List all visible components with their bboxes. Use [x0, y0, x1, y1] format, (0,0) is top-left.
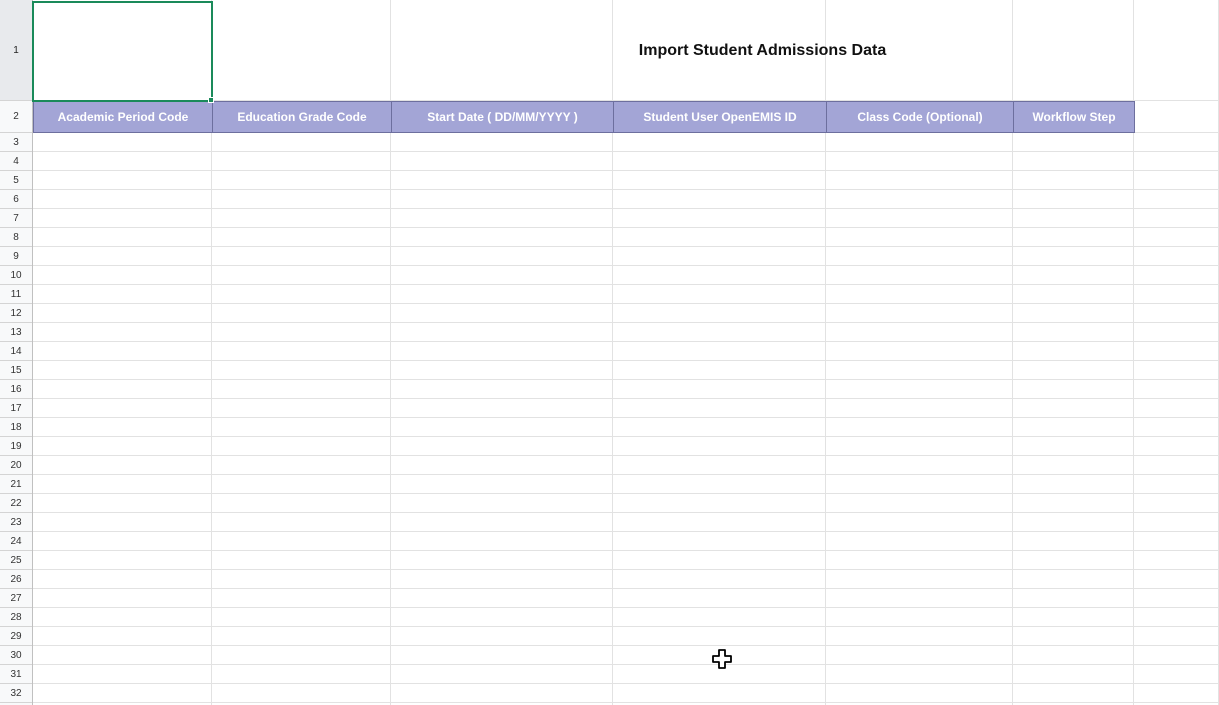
grid-cell[interactable] [391, 494, 613, 513]
column-header-cell[interactable]: Student User OpenEMIS ID [613, 101, 827, 133]
grid-cell[interactable] [212, 323, 391, 342]
grid-cell[interactable] [1013, 456, 1134, 475]
grid-cell[interactable] [212, 342, 391, 361]
row-header[interactable]: 17 [0, 399, 32, 418]
row-header[interactable]: 25 [0, 551, 32, 570]
grid-cell[interactable] [613, 570, 826, 589]
grid-cell[interactable] [613, 266, 826, 285]
grid-cell[interactable] [33, 133, 212, 152]
grid-cell[interactable] [1013, 247, 1134, 266]
grid-cell[interactable] [826, 399, 1013, 418]
grid-cell[interactable] [1134, 494, 1219, 513]
grid-cell[interactable] [33, 551, 212, 570]
grid-cell[interactable] [1013, 532, 1134, 551]
grid-cell[interactable] [391, 532, 613, 551]
grid-cell[interactable] [1013, 171, 1134, 190]
grid-cell[interactable] [33, 608, 212, 627]
grid-cell[interactable] [1013, 266, 1134, 285]
grid-cell[interactable] [33, 209, 212, 228]
grid-cell[interactable] [1134, 342, 1219, 361]
grid-cell[interactable] [1134, 589, 1219, 608]
grid-cell[interactable] [613, 475, 826, 494]
grid-cell[interactable] [613, 171, 826, 190]
grid-cell[interactable] [826, 646, 1013, 665]
grid-cell[interactable] [1134, 684, 1219, 703]
grid-cell[interactable] [212, 684, 391, 703]
grid-cell[interactable] [613, 684, 826, 703]
grid-cell[interactable] [391, 456, 613, 475]
grid-cell[interactable] [1013, 209, 1134, 228]
row-header[interactable]: 30 [0, 646, 32, 665]
grid-cell[interactable] [613, 532, 826, 551]
grid-cell[interactable] [1013, 665, 1134, 684]
grid-cell[interactable] [1013, 684, 1134, 703]
grid-cell[interactable] [826, 247, 1013, 266]
column-header-cell[interactable]: Workflow Step [1013, 101, 1135, 133]
crosshair-plus-icon [711, 648, 733, 670]
grid-cell[interactable] [212, 608, 391, 627]
grid-cell[interactable] [33, 247, 212, 266]
grid-cell[interactable] [212, 133, 391, 152]
grid-cell[interactable] [1134, 171, 1219, 190]
grid-cell[interactable] [1134, 152, 1219, 171]
grid-cell[interactable] [33, 285, 212, 304]
grid-cell[interactable] [33, 589, 212, 608]
grid-cell[interactable] [826, 228, 1013, 247]
grid-cell[interactable] [212, 532, 391, 551]
grid-cell[interactable] [33, 304, 212, 323]
grid-cell[interactable] [1013, 228, 1134, 247]
row-header[interactable]: 11 [0, 285, 32, 304]
grid-cell[interactable] [1013, 380, 1134, 399]
grid-cell[interactable] [212, 190, 391, 209]
grid-cell[interactable] [33, 646, 212, 665]
row-header[interactable]: 22 [0, 494, 32, 513]
grid-cell[interactable] [391, 285, 613, 304]
grid-cell[interactable] [391, 190, 613, 209]
grid-cell[interactable] [391, 475, 613, 494]
grid-cell[interactable] [33, 380, 212, 399]
grid-cell[interactable] [826, 551, 1013, 570]
grid-cell[interactable] [613, 323, 826, 342]
column-header-cell[interactable]: Start Date ( DD/MM/YYYY ) [391, 101, 614, 133]
row-header[interactable]: 13 [0, 323, 32, 342]
grid-cell[interactable] [1134, 418, 1219, 437]
grid-cell[interactable] [1134, 437, 1219, 456]
grid-cell[interactable] [1134, 380, 1219, 399]
grid-cell[interactable] [391, 209, 613, 228]
row-header[interactable]: 24 [0, 532, 32, 551]
grid-cell[interactable] [1013, 361, 1134, 380]
row-header[interactable]: 7 [0, 209, 32, 228]
grid-cell[interactable] [212, 399, 391, 418]
grid-cell[interactable] [212, 475, 391, 494]
grid-cell[interactable] [391, 646, 613, 665]
grid-cell[interactable] [613, 342, 826, 361]
row-header[interactable]: 23 [0, 513, 32, 532]
grid-cell[interactable] [613, 361, 826, 380]
grid-cell[interactable] [1013, 342, 1134, 361]
grid-cell[interactable] [33, 399, 212, 418]
selected-cell-a1[interactable] [32, 1, 213, 102]
grid-cell[interactable] [1013, 133, 1134, 152]
grid-cell[interactable] [212, 304, 391, 323]
grid-cell[interactable] [391, 627, 613, 646]
grid-cell[interactable] [1134, 285, 1219, 304]
grid-cell[interactable] [1134, 323, 1219, 342]
grid-cell[interactable] [1134, 209, 1219, 228]
grid-cell[interactable] [1013, 304, 1134, 323]
grid-cell[interactable] [391, 361, 613, 380]
grid-cell[interactable] [212, 437, 391, 456]
grid-cell[interactable] [613, 494, 826, 513]
grid-cell[interactable] [1134, 361, 1219, 380]
grid-cell[interactable] [212, 0, 391, 101]
grid-cell[interactable] [33, 171, 212, 190]
grid-cell[interactable] [1013, 627, 1134, 646]
grid-cell[interactable] [212, 361, 391, 380]
grid-cell[interactable] [826, 209, 1013, 228]
row-header[interactable]: 16 [0, 380, 32, 399]
column-header-cell[interactable]: Class Code (Optional) [826, 101, 1014, 133]
grid-cell[interactable] [33, 228, 212, 247]
grid-cell[interactable] [1134, 304, 1219, 323]
column-header-cell[interactable]: Academic Period Code [33, 101, 213, 133]
grid-cell[interactable] [391, 684, 613, 703]
grid-cell[interactable] [391, 589, 613, 608]
row-header[interactable]: 14 [0, 342, 32, 361]
row-header[interactable]: 5 [0, 171, 32, 190]
grid-cell[interactable] [1013, 646, 1134, 665]
grid-cell[interactable] [391, 228, 613, 247]
grid-cell[interactable] [212, 589, 391, 608]
grid-cell[interactable] [1134, 190, 1219, 209]
grid-cell[interactable] [1134, 0, 1219, 101]
grid-cell[interactable] [613, 589, 826, 608]
grid-cell[interactable] [826, 589, 1013, 608]
grid-cell[interactable] [1013, 513, 1134, 532]
grid-cell[interactable] [1013, 190, 1134, 209]
grid-cell[interactable] [391, 665, 613, 684]
grid-cell[interactable] [212, 494, 391, 513]
grid-cell[interactable] [826, 475, 1013, 494]
row-header[interactable]: 9 [0, 247, 32, 266]
grid-cell[interactable] [212, 551, 391, 570]
row-header[interactable]: 15 [0, 361, 32, 380]
grid-cell[interactable] [1134, 247, 1219, 266]
grid-cell[interactable] [391, 152, 613, 171]
grid-cell[interactable] [613, 190, 826, 209]
row-header[interactable]: 20 [0, 456, 32, 475]
row-header[interactable]: 21 [0, 475, 32, 494]
grid-cell[interactable] [613, 627, 826, 646]
grid-cell[interactable] [391, 570, 613, 589]
grid-cell[interactable] [613, 437, 826, 456]
grid-cell[interactable] [613, 399, 826, 418]
grid-cell[interactable] [33, 361, 212, 380]
grid-cell[interactable] [212, 247, 391, 266]
grid-cell[interactable] [391, 171, 613, 190]
grid-cell[interactable] [212, 665, 391, 684]
grid-cell[interactable] [33, 475, 212, 494]
grid-cell[interactable] [1013, 475, 1134, 494]
grid-cell[interactable] [212, 152, 391, 171]
grid-cell[interactable] [826, 570, 1013, 589]
grid-cell[interactable] [212, 646, 391, 665]
grid-cell[interactable] [1134, 101, 1219, 133]
grid-cell[interactable] [33, 266, 212, 285]
grid-cell[interactable] [1134, 551, 1219, 570]
grid-cell[interactable] [33, 152, 212, 171]
grid-cell[interactable] [212, 266, 391, 285]
grid-cell[interactable] [391, 266, 613, 285]
grid-cell[interactable] [33, 665, 212, 684]
grid-cell[interactable] [1013, 437, 1134, 456]
grid-cell[interactable] [826, 171, 1013, 190]
grid-cell[interactable] [1134, 608, 1219, 627]
grid-cell[interactable] [391, 133, 613, 152]
grid-cell[interactable] [33, 323, 212, 342]
grid-cell[interactable] [1134, 665, 1219, 684]
row-header[interactable]: 6 [0, 190, 32, 209]
grid-cell[interactable] [33, 570, 212, 589]
grid-cell[interactable] [1134, 513, 1219, 532]
row-header[interactable]: 2 [0, 101, 32, 133]
grid-cell[interactable] [391, 418, 613, 437]
grid-cell[interactable] [1134, 646, 1219, 665]
row-header[interactable]: 27 [0, 589, 32, 608]
grid-cell[interactable] [1013, 323, 1134, 342]
grid-cell[interactable] [826, 608, 1013, 627]
grid-cell[interactable] [212, 171, 391, 190]
grid-cell[interactable] [826, 456, 1013, 475]
row-header[interactable]: 12 [0, 304, 32, 323]
grid-cell[interactable] [391, 247, 613, 266]
grid-cell[interactable] [391, 551, 613, 570]
grid-cell[interactable] [826, 437, 1013, 456]
grid-cell[interactable] [212, 456, 391, 475]
grid-cell[interactable] [826, 627, 1013, 646]
grid-cell[interactable] [391, 399, 613, 418]
grid-cell[interactable] [33, 418, 212, 437]
grid-cell[interactable] [33, 437, 212, 456]
grid-cell[interactable] [391, 323, 613, 342]
grid-cell[interactable] [1134, 456, 1219, 475]
grid-cell[interactable] [613, 418, 826, 437]
row-header[interactable]: 28 [0, 608, 32, 627]
row-header[interactable]: 4 [0, 152, 32, 171]
grid-cell[interactable] [826, 266, 1013, 285]
grid-cell[interactable] [613, 247, 826, 266]
row-header[interactable]: 1 [0, 0, 32, 101]
grid-cell[interactable] [613, 456, 826, 475]
grid-cell[interactable] [212, 570, 391, 589]
grid-cell[interactable] [1013, 551, 1134, 570]
column-header-cell[interactable]: Education Grade Code [212, 101, 392, 133]
grid-cell[interactable] [613, 551, 826, 570]
grid-cell[interactable] [826, 152, 1013, 171]
grid-cell[interactable] [613, 608, 826, 627]
grid-cell[interactable] [33, 456, 212, 475]
row-header[interactable]: 3 [0, 133, 32, 152]
grid-cell[interactable] [33, 684, 212, 703]
grid-cell[interactable] [1134, 627, 1219, 646]
grid-cell[interactable] [1134, 532, 1219, 551]
grid-cell[interactable] [212, 380, 391, 399]
sheet-title: Import Student Admissions Data [638, 41, 887, 59]
row-header[interactable]: 18 [0, 418, 32, 437]
grid-cell[interactable] [1134, 133, 1219, 152]
grid-cell[interactable] [613, 228, 826, 247]
row-header[interactable]: 26 [0, 570, 32, 589]
grid-cell[interactable] [212, 513, 391, 532]
grid-cell[interactable] [1134, 399, 1219, 418]
grid-cell[interactable] [391, 608, 613, 627]
fill-handle[interactable] [208, 97, 214, 103]
grid-cell[interactable] [212, 209, 391, 228]
grid-cell[interactable] [613, 380, 826, 399]
grid-cell[interactable] [212, 285, 391, 304]
grid-cell[interactable] [826, 342, 1013, 361]
grid-cell[interactable] [826, 323, 1013, 342]
grid-cell[interactable] [1134, 570, 1219, 589]
grid-cell[interactable] [826, 190, 1013, 209]
grid-cell[interactable] [1013, 570, 1134, 589]
grid-cell[interactable] [613, 285, 826, 304]
grid-cell[interactable] [33, 494, 212, 513]
grid-cell[interactable] [212, 627, 391, 646]
grid-cell[interactable] [33, 513, 212, 532]
grid-cell[interactable] [391, 380, 613, 399]
grid-cell[interactable] [391, 342, 613, 361]
grid-cell[interactable] [1013, 589, 1134, 608]
grid-cell[interactable] [33, 627, 212, 646]
grid-cell[interactable] [613, 152, 826, 171]
grid-cell[interactable] [1134, 475, 1219, 494]
grid-cell[interactable] [33, 190, 212, 209]
grid-cell[interactable] [826, 684, 1013, 703]
grid-cell[interactable] [826, 380, 1013, 399]
row-header[interactable]: 29 [0, 627, 32, 646]
grid-cell[interactable] [826, 418, 1013, 437]
grid-cell[interactable] [826, 494, 1013, 513]
grid-cell[interactable] [212, 228, 391, 247]
grid-cell[interactable] [212, 418, 391, 437]
grid-cell[interactable] [1013, 152, 1134, 171]
grid-cell[interactable] [1013, 608, 1134, 627]
grid-cell[interactable] [1134, 228, 1219, 247]
grid-cell[interactable] [33, 342, 212, 361]
grid-cell[interactable] [391, 304, 613, 323]
grid-cell[interactable] [1134, 266, 1219, 285]
grid-cell[interactable] [391, 513, 613, 532]
row-header[interactable]: 19 [0, 437, 32, 456]
grid-cell[interactable] [613, 209, 826, 228]
row-header[interactable]: 8 [0, 228, 32, 247]
grid-cell[interactable] [1013, 399, 1134, 418]
grid-cell[interactable] [826, 133, 1013, 152]
grid-cell[interactable] [613, 304, 826, 323]
grid-cell[interactable] [826, 285, 1013, 304]
grid-cell[interactable] [1013, 418, 1134, 437]
grid-cell[interactable] [613, 513, 826, 532]
grid-cell[interactable] [613, 133, 826, 152]
row-header[interactable]: 10 [0, 266, 32, 285]
row-header[interactable]: 32 [0, 684, 32, 703]
grid-cell[interactable] [1013, 494, 1134, 513]
grid-cell[interactable] [826, 532, 1013, 551]
grid-cell[interactable] [826, 513, 1013, 532]
grid-cell[interactable] [1013, 285, 1134, 304]
row-header[interactable]: 31 [0, 665, 32, 684]
grid-cell[interactable] [826, 361, 1013, 380]
grid-cell[interactable] [33, 532, 212, 551]
grid-cell[interactable] [826, 304, 1013, 323]
grid-cell[interactable] [391, 437, 613, 456]
row-header-column [0, 0, 33, 705]
grid-cell[interactable] [826, 665, 1013, 684]
